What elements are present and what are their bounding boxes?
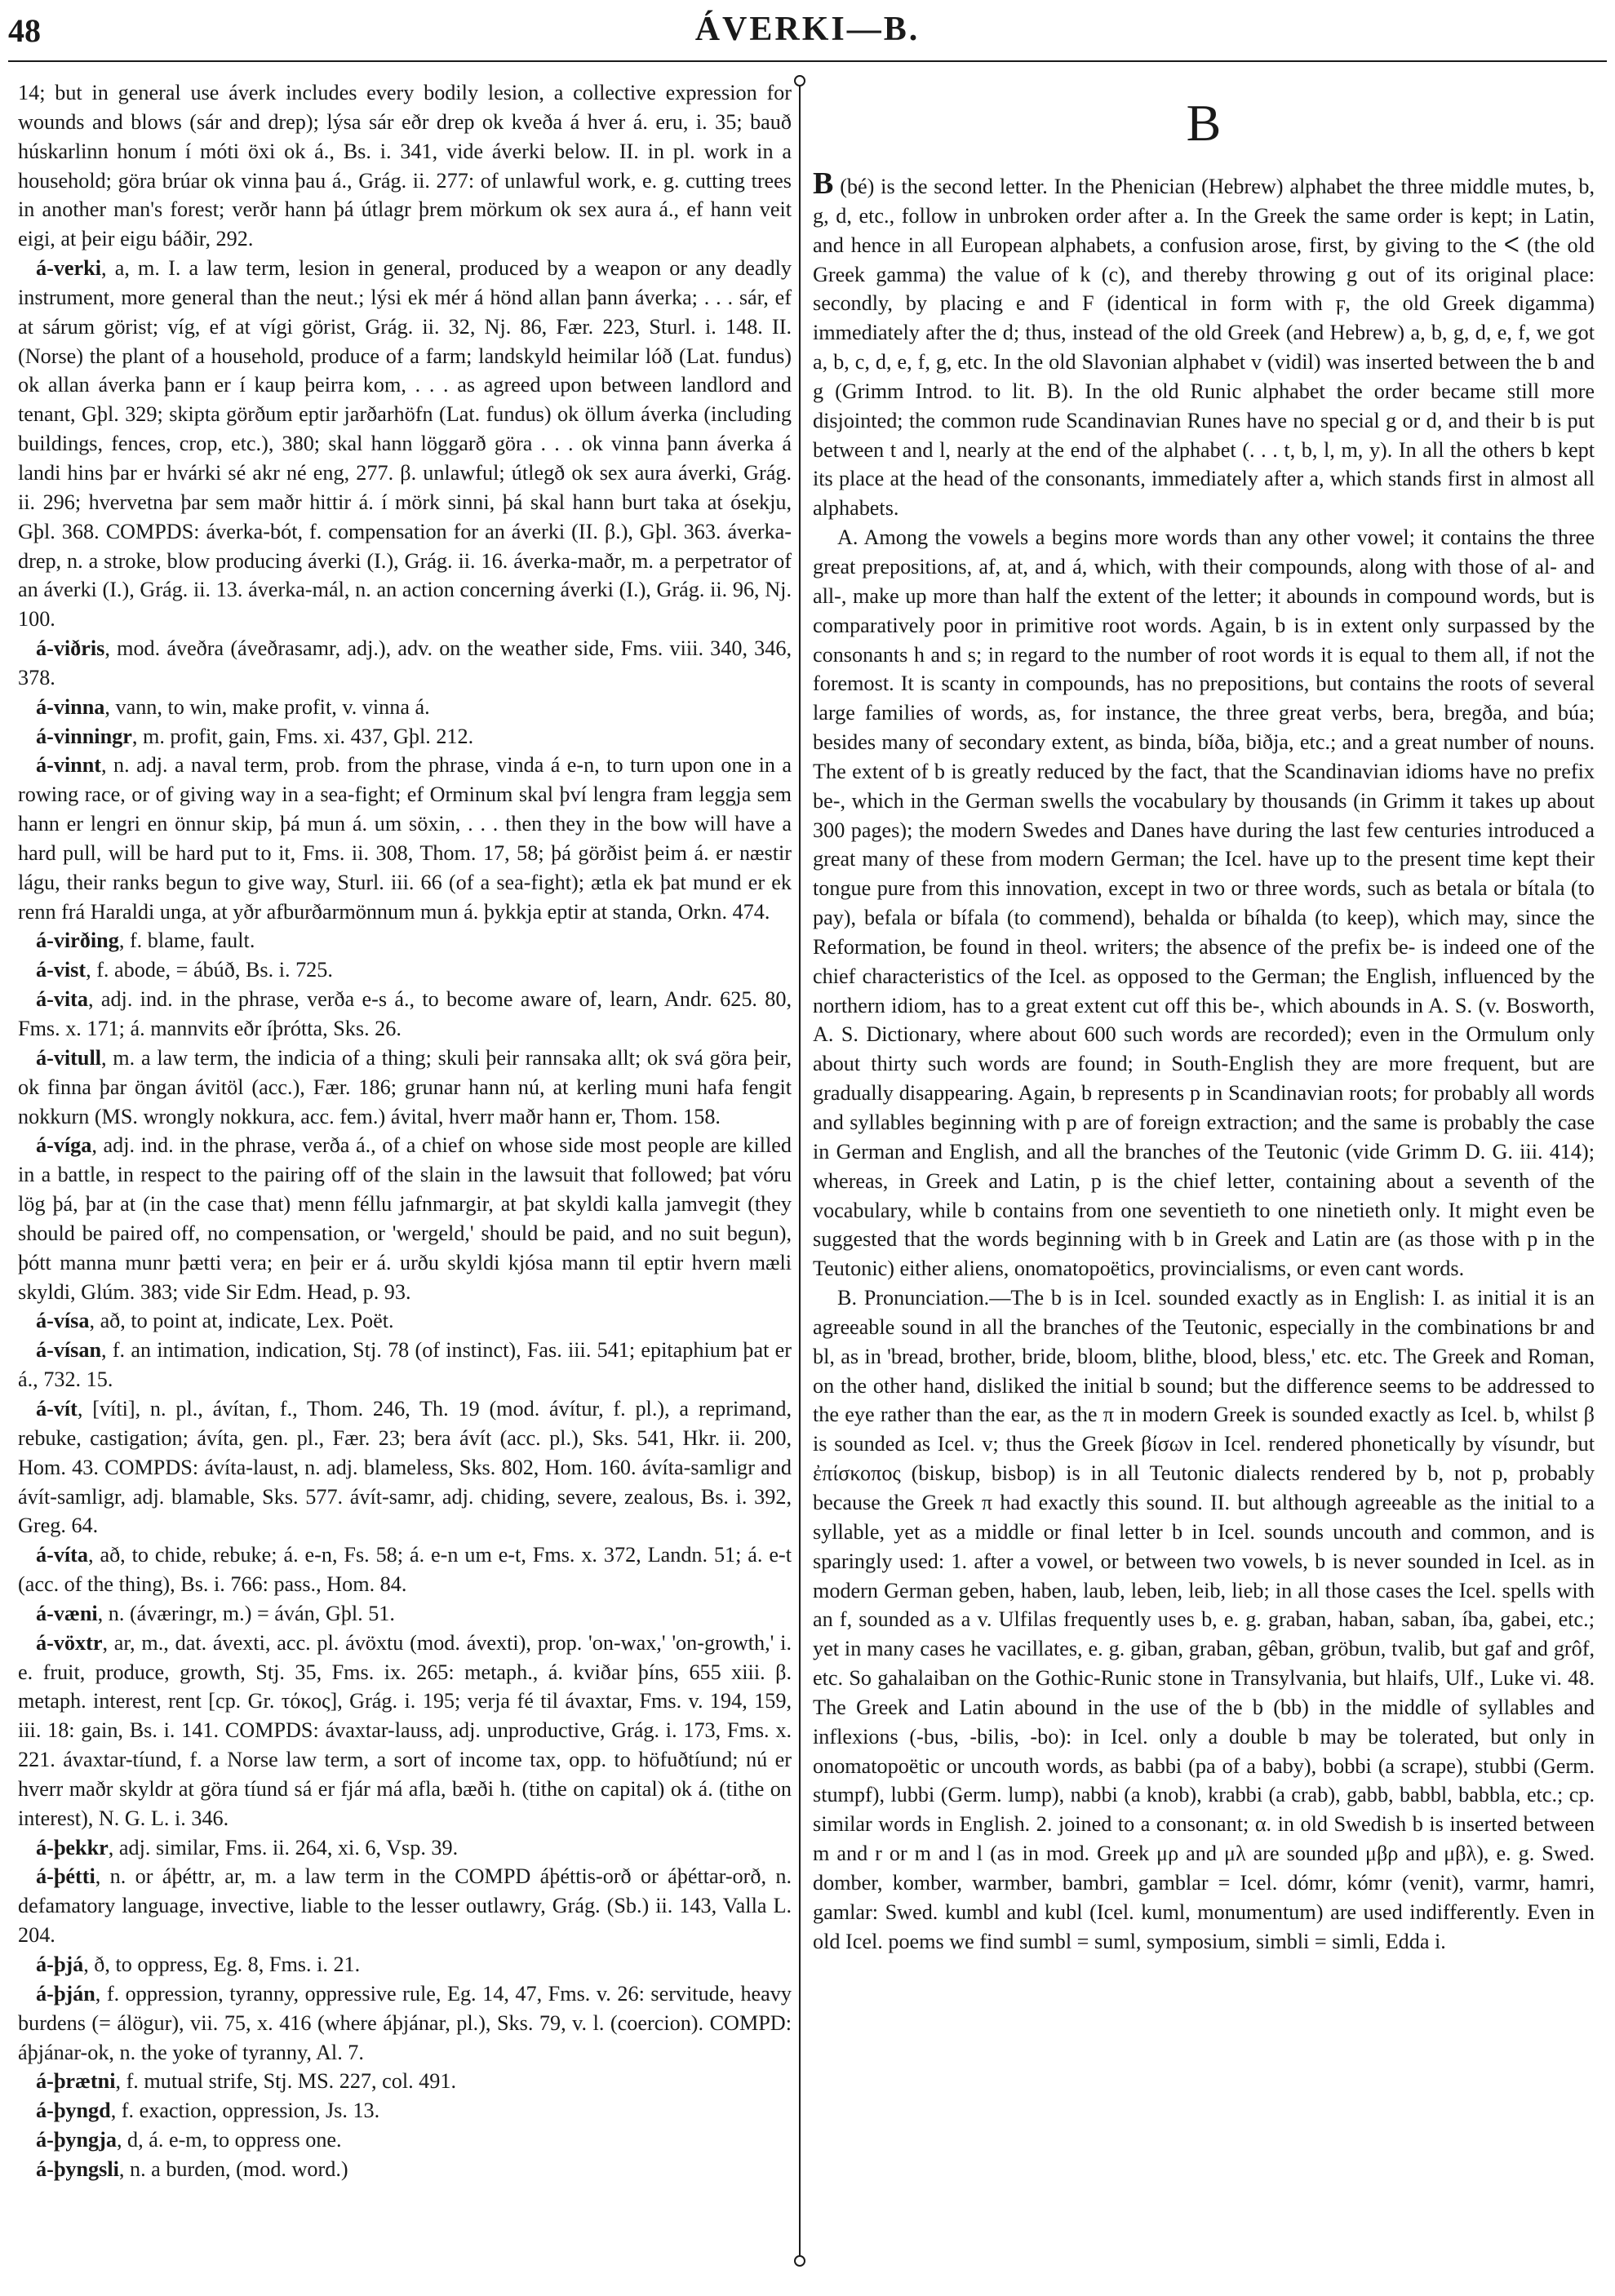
headword: á-víga — [36, 1133, 92, 1158]
headword: á-vist — [36, 958, 87, 982]
dictionary-entry — [18, 2067, 792, 2096]
entry-text: 14; but in general use áverk includes every bodily lesion, a collective expression for wounds and blows (sár and drep); lýsa sár eðr drep ok kveða á hver á. eru, i. 35; bauð húskarlinn honum í móti öxi ok á., Bs. i. 341, vide áverki below. II. in pl. work in a household; göra brúar ok vinna þau á., Grág. ii. 277: of unlawful work, e. g. cutting trees in another man's forest; verðr hann þá útlagr þrem mörkum ok sex aura á., ef hann veit eigi, at þeir eigu báðir, 292. — [18, 81, 792, 251]
entry-text: , n. a burden, (mod. word.) — [118, 2156, 348, 2181]
headword: á-vinnt — [36, 753, 102, 778]
entry-text: , d, á. e-m, to oppress one. — [116, 2128, 342, 2152]
right-paragraphs — [813, 166, 1595, 1956]
headword: á-þrætni — [36, 2069, 116, 2094]
column-divider — [799, 78, 801, 2260]
section-letter: B — [1186, 94, 1222, 152]
dictionary-entry — [18, 634, 792, 693]
body-paragraph — [813, 523, 1595, 1283]
dictionary-entry — [18, 1629, 792, 1833]
headword: á-þekkr — [36, 1835, 109, 1859]
dictionary-entry — [18, 1336, 792, 1394]
dictionary-entry — [18, 1862, 792, 1950]
entry-text: , vann, to win, make profit, v. vinna á. — [104, 694, 430, 719]
paragraph-lead: A. — [837, 525, 859, 550]
headword: á-þyngja — [36, 2128, 117, 2152]
body-paragraph — [813, 1283, 1595, 1956]
entry-text: , að, to point at, indicate, Lex. Poët. — [89, 1309, 394, 1333]
entry-text: , adj. ind. in the phrase, verða e-s á., to become aware of, learn, Andr. 625. 80, Fms. x. 171; á. mannvits eðr íþrótta, Sks. 26. — [18, 987, 792, 1040]
entry-text: , [víti], n. pl., ávítan, f., Thom. 246, Th. 19 (mod. ávítur, f. pl.), a reprimand, rebuke, castigation; ávíta, gen. pl., Fær. 23; bera ávít (acc. pl.), Sks. 541, Hkr. ii. 200, Hom. 43. COMPDS: ávíta-laust, n. adj. blameless, Sks. 802, Hom. 160. ávíta-samligr and ávít-samligr, adj. blamable, Sks. 577. ávít-samr, adj. chiding, severe, zealous, Bs. i. 392, Greg. 64. — [18, 1396, 792, 1538]
dictionary-entry — [18, 955, 792, 985]
entry-text: , m. a law term, the indicia of a thing; skuli þeir rannsaka allt; ok svá göra þeir, ok finna þar öngan ávitöl (acc.), Fær. 186; grunar hann nú, at kerling muni hafa fengit nokkurn (MS. wrongly nokkura, acc. fem.) ávital, hverr maðr hann er, Thom. 158. — [18, 1045, 792, 1128]
headword: á-þétti — [36, 1864, 95, 1889]
dictionary-entry — [18, 985, 792, 1044]
headword: á-viðris — [36, 636, 105, 661]
entry-text: , n. (áværingr, m.) = áván, Gþl. 51. — [97, 1601, 395, 1625]
headword: á-vísan — [36, 1338, 102, 1363]
dictionary-entry — [18, 693, 792, 722]
entry-text: , f. blame, fault. — [118, 929, 255, 953]
headword: á-vít — [36, 1396, 78, 1421]
dictionary-entry — [18, 1979, 792, 2068]
entry-text: , að, to chide, rebuke; á. e-n, Fs. 58; á. e-n um e-t, Fms. x. 372, Landn. 51; á. e-t (acc. of the thing), Bs. i. 766: pass., Hom. 84. — [18, 1543, 792, 1597]
headword: á-víta — [36, 1543, 88, 1567]
entry-text: , ar, m., dat. ávexti, acc. pl. ávöxtu (mod. ávexti), prop. 'on-wax,' 'on-growth,' i. e. fruit, produce, growth, Stj. 35, Fms. ix. 265: metaph., á. kviðar þíns, 655 xiii. β. metaph. interest, rent [cp. Gr. τόκος], Grág. i. 195; verja fé til ávaxtar, Fms. v. 194, 159, iii. 18: gain, Bs. i. 141. COMPDS: ávaxtar-lauss, adj. unproductive, Grág. i. 173, Fms. x. 221. ávaxtar-tíund, f. a Norse law term, a sort of income tax, opp. to höfuðtíund; nú er hverr maðr skyldr at göra tíund sá er fjár má afla, bæði h. (tithe on capital) ok á. (tithe on interest), N. G. L. i. 346. — [18, 1630, 792, 1830]
dictionary-entry — [18, 2155, 792, 2184]
headword: á-vinna — [36, 694, 105, 719]
divider-ornament-bottom — [794, 2255, 805, 2267]
headword: á-vinningr — [36, 724, 132, 748]
dictionary-entry — [18, 1044, 792, 1132]
paragraph-text: —The b is in Icel. sounded exactly as in English: I. as initial it is an agreeable sound in all the branches of the Teutonic, especially in the combinations br and bl, as in 'bread, brother, bride, bloom, blithe, blood, bless,' etc. etc. The Greek and Roman, on the other hand, disliked the initial b sound; but the difference seems to be addressed to the eye rather than the ear, as the π in modern Greek is sounded exactly as Icel. b, whilst β is sounded as Icel. v; thus the Greek βίσων in Icel. rendered phonetically by vísundr, but ἐπίσκοπος (biskup, bisbop) is in all Teutonic dialects rendered by b, not p, probably because the Greek π had exactly this sound. II. but although agreeable as the initial to a syllable, yet as a middle or final letter b in Icel. sounds uncouth and common, and is sparingly used: 1. after a vowel, or between two vowels, b is never sounded in Icel. as in modern German geben, haben, laub, leben, leib, lieb; in all those cases the Icel. spells with an f, sounded as a v. Ulfilas frequently uses b, e. g. graban, haban, saban, íba, gabei, etc.; yet in many cases he vacillates, e. g. giban, graban, gêban, gröbun, tvalib, but gaf and grôf, etc. So gahalaiban on the Gothic-Runic stone in Transylvania, but hlaifs, Ulf., Luke vi. 48. The Greek and Latin abound in the use of the b (bb) in the middle of syllables and inflexions (-bus, -bilis, -bo): in Icel. only a double b may be tolerated, but only in onomatopoëtic or uncouth words, as babbi (pa of a baby), bobbi (a scrape), stubbi (Germ. stumpf), lubbi (Germ. lump), nabbi (a knob), krabbi (a crab), gabb, babbl, babbla, etc.; cp. similar words in English. 2. joined to a consonant; α. in old Swedish b is inserted between m and r or m and l (as in mod. Greek μρ and μλ are sounded μβρ and μβλ), e. g. Swed. domber, komber, warmber, bambri, gamblar = Icel. dómr, kómr (venit), varmr, hamri, gamlar: Swed. kumbl and kubl (Icel. kuml, monumentum) are used indifferently. Even in old Icel. poems we find sumbl = suml, symposium, simbli = simli, Edda i. — [813, 1286, 1595, 1953]
entry-text: , f. mutual strife, Stj. MS. 227, col. 491. — [115, 2069, 457, 2094]
dictionary-entry — [18, 1394, 792, 1540]
headword: á-þján — [36, 1981, 95, 2006]
entry-text: , ð, to oppress, Eg. 8, Fms. i. 21. — [83, 1952, 361, 1976]
dictionary-entry — [18, 78, 792, 254]
entry-text: , f. oppression, tyranny, oppressive rule, Eg. 14, 47, Fms. v. 26: servitude, heavy burdens (= álögur), vii. 75, x. 416 (where áþjánar, pl.), Sks. 79, v. l. (coercion). COMPD: áþjánar-ok, n. the yoke of tyranny, Al. 7. — [18, 1981, 792, 2064]
dictionary-entry — [18, 2096, 792, 2125]
entry-text: , adj. similar, Fms. ii. 264, xi. 6, Vsp. 39. — [108, 1835, 459, 1859]
headword: á-virðing — [36, 929, 119, 953]
dictionary-entry — [18, 1599, 792, 1629]
header-rule — [8, 60, 1607, 62]
dictionary-entry — [18, 1833, 792, 1863]
entry-text: , adj. ind. in the phrase, verða á., of a chief on whose side most people are killed in a battle, in respect to the pairing off of the slain in the lawsuit that followed; þat vóru lög þá, þar at (in the case that) menn féllu jafnmargir, at þat skyldi kalla jamvegit (they should be paired off, no compensation, or 'wergeld,' should be paid, and no suit begun), þótt manna munr þætti vera; en þeir er á. urðu skyldi kjósa mann til eptir hvern mæli skyldi, Glúm. 383; vide Sir Edm. Head, p. 93. — [18, 1133, 792, 1304]
headword: á-þjá — [36, 1952, 84, 1976]
headword: á-vita — [36, 987, 88, 1012]
headword: á-vísa — [36, 1309, 90, 1333]
entry-text: , f. an intimation, indication, Stj. 78 (of instinct), Fas. iii. 541; epitaphium þat er á., 732. 15. — [18, 1338, 792, 1392]
paragraph-lead: B. Pronunciation. — [837, 1286, 990, 1310]
entry-text: , n. or áþéttr, ar, m. a law term in the COMPD áþéttis-orð or áþéttar-orð, n. defamatory language, invective, liable to the lesser outlawry, Grág. (Sb.) ii. 143, Valla L. 204. — [18, 1864, 792, 1948]
entry-text: , m. profit, gain, Fms. xi. 437, Gþl. 212. — [131, 724, 474, 748]
page-number: 48 — [8, 12, 41, 49]
entry-text: , n. adj. a naval term, prob. from the phrase, vinda á e-n, to turn upon one in a rowing race, or of giving way in a sea-fight; ef Orminum skal því lengra fram leggja sem hann er lengri en önnur skip, þá mun á. um söxin, . . . then they in the bow will have a hard pull, will be hard put to it, Fms. ii. 308, Thom. 17, 58; þá görðist þeim á. er næstir lágu, their ranks begun to give way, Sturl. iii. 66 (of a sea-fight); ætla ek þat mund er ek renn frá Haraldi unga, at yðr afburðarmönnum mun á. þykkja eptir at standa, Orkn. 474. — [18, 753, 792, 924]
dictionary-entry — [18, 254, 792, 634]
dictionary-entry — [18, 722, 792, 751]
entry-text: , mod. áveðra (áveðrasamr, adj.), adv. on the weather side, Fms. viii. 340, 346, 378. — [18, 636, 792, 689]
dictionary-entry — [18, 926, 792, 955]
dictionary-entry — [18, 1131, 792, 1306]
headword: á-væni — [36, 1601, 98, 1625]
headword: á-þyngd — [36, 2099, 111, 2123]
headword: á-þyngsli — [36, 2156, 119, 2181]
dictionary-entry — [18, 1306, 792, 1336]
divider-ornament-top — [794, 75, 805, 86]
paragraph-text: (bé) is the second letter. In the Phenician (Hebrew) alphabet the three middle mutes, b, g, d, etc., follow in unbroken order after a. In the Greek the same order is kept; in Latin, and hence in all European alphabets, a confusion arose, first, by giving to the ᐸ (the old Greek gamma) the value of k (c), and thereby throwing g out of its original place: secondly, by placing e and F (identical in form with ϝ, the old Greek digamma) immediately after the d; thus, instead of the old Greek (and Hebrew) a, b, g, d, e, f, we got a, b, c, d, e, f, g, etc. In the old Slavonian alphabet v (vidil) was inserted between the b and g (Grimm Introd. to lit. B). In the old Runic alphabet the order became still more disjointed; the common rude Scandinavian Runes have no special g or d, and their b is put between t and l, nearly at the end of the alphabet (. . . t, b, l, m, y). In all the others b kept its place at the head of the consonants, immediately after a, which stands first in almost all alphabets. — [813, 175, 1595, 521]
entry-text: , f. exaction, oppression, Js. 13. — [110, 2099, 380, 2123]
dictionary-entry — [18, 1950, 792, 1979]
dictionary-entry — [18, 1540, 792, 1599]
running-head: ÁVERKI—B. — [694, 11, 921, 48]
headword: á-verki — [36, 256, 101, 281]
right-column — [813, 78, 1595, 1956]
headword: á-vöxtr — [36, 1630, 103, 1655]
dictionary-entry — [18, 2125, 792, 2155]
entry-text: , f. abode, = ábúð, Bs. i. 725. — [86, 958, 333, 982]
body-paragraph — [813, 166, 1595, 523]
entry-text: , a, m. I. a law term, lesion in general, produced by a weapon or any deadly instrument, more general than the neut.; lýsi ek mér á hönd allan þann áverka; . . . sár, ef at sárum görist; víg, ef at vígi görist, Grág. ii. 32, Nj. 86, Fær. 223, Sturl. i. 148. II. (Norse) the plant of a household, produce of a farm; landskyld heimilar lóð (Lat. fundus) ok allan áverka þann er í kaup þeirra kom, . . . as agreed upon between landlord and tenant, Gþl. 329; skipta görðum eptir jarðarhöfn (Lat. fundus) ok öllum áverka (including buildings, fences, crop, etc.), 380; skal hann löggarð göra . . . ok vinna þann áverka á landi hins þar er hvárki sé akr né eng, 277. β. unlawful; útlegð ok sex aura áverki, Grág. ii. 296; hvervetna þar sem maðr hittir á. í mörk sinni, þá skal hann burt taka at ósekju, Gþl. 368. COMPDS: áverka-bót, f. compensation for an áverki (II. β.), Gþl. 363. áverka-drep, n. a stroke, blow producing áverki (I.), Grág. ii. 16. áverka-maðr, m. a perpetrator of an áverki (I.), Grág. ii. 13. áverka-mál, n. an action concerning áverki (I.), Grág. ii. 96, Nj. 100. — [18, 256, 792, 632]
left-column — [18, 78, 792, 2184]
paragraph-lead: B — [813, 166, 834, 201]
headword: á-vitull — [36, 1045, 102, 1070]
paragraph-text: Among the vowels a begins more words than any other vowel; it contains the three great prepositions, af, at, and á, which, with their compounds, along with those of al- and all-, make up more than half the extent of the letter; it abounds in compound words, but is comparatively poor in primitive root words. Again, b is in extent only surpassed by the consonants h and s; in regard to the number of root words it is equal to them all, if not the foremost. It is scanty in compounds, has no prepositions, but contains the roots of several large families of words, as, for instance, the three great verbs, bera, bregða, and búa; besides many of secondary extent, as binda, bíða, biðja, etc.; and a great number of nouns. The extent of b is greatly reduced by the fact, that the Scandinavian idioms have no prefix be-, which in the German swells the vocabulary by thousands (in Grimm it takes up about 300 pages); the modern Swedes and Danes have during the last few centuries introduced a great many of these from modern German; the Icel. have up to the present time kept their tongue pure from this innovation, except in two or three words, such as betala or bítala (to pay), befala or bífala (to commend), behalda or bíhalda (to keep), which may, since the Reformation, be found in theol. writers; the absence of the prefix be- is indeed one of the chief characteristics of the Icel. as opposed to the German; the English, influenced by the northern idiom, has to a great extent cut off this be-, which abounds in A. S. (v. Bosworth, A. S. Dictionary, where about 600 such words are recorded); even in the Ormulum only about thirty such words are found; in South-English they are more frequent, but are gradually disappearing. Again, b represents p in Scandinavian roots; for probably all words and syllables beginning with p are of foreign extraction; and the same is probably the case in German and English, and all the branches of the Teutonic (vide Grimm D. G. iii. 414); whereas, in Greek and Latin, p is the chief letter, containing about a seventh of the vocabulary, while b contains from one seventieth to one ninetieth only. It might even be suggested that the words beginning with b in Greek and Latin are (as those with p in the Teutonic) either aliens, onomatopoëtics, provincialisms, or even cant words. — [813, 525, 1595, 1281]
dictionary-entry — [18, 751, 792, 926]
